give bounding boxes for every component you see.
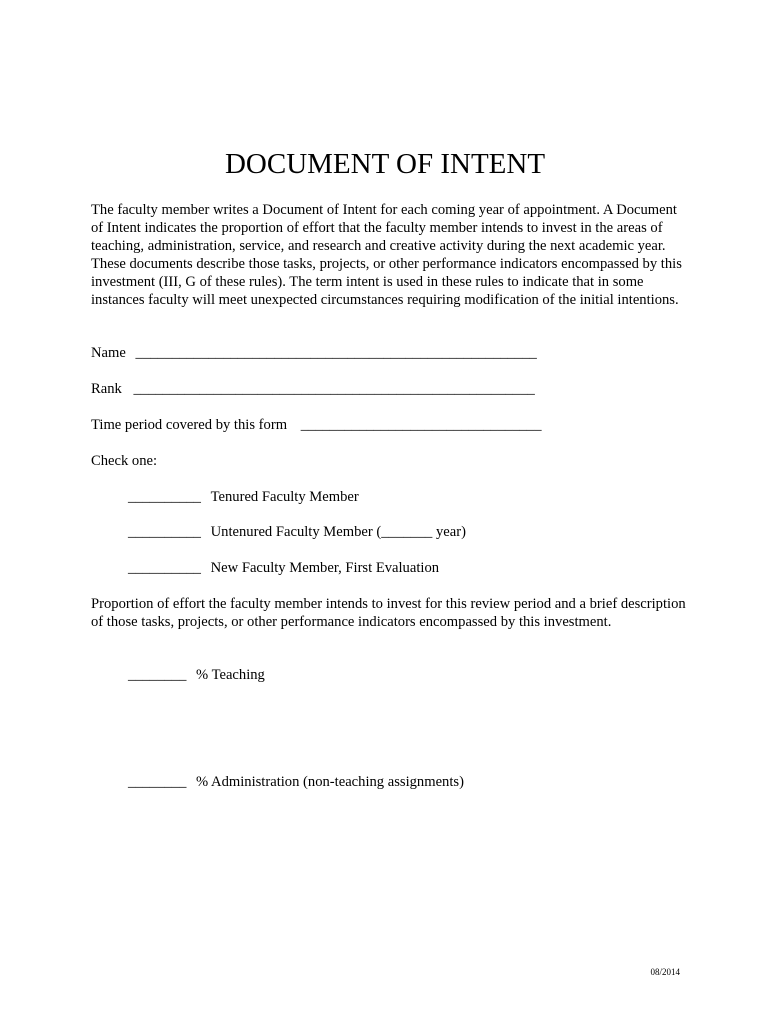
document-title: DOCUMENT OF INTENT <box>224 148 546 180</box>
option-tenured-blank[interactable]: __________ <box>128 489 201 505</box>
effort-teaching <box>128 666 265 684</box>
option-new-faculty <box>128 559 439 577</box>
option-untenured-blank[interactable]: __________ <box>128 524 201 540</box>
option-new-faculty-label: New Faculty Member, First Evaluation <box>210 560 440 576</box>
option-tenured-label: Tenured Faculty Member <box>210 489 359 505</box>
effort-teaching-label: % Teaching <box>196 667 265 683</box>
option-tenured <box>128 488 359 506</box>
name-label: Name <box>91 345 126 361</box>
effort-administration-blank[interactable]: ________ <box>128 774 187 790</box>
option-new-faculty-blank[interactable]: __________ <box>128 560 201 576</box>
time-period-blank[interactable]: _________________________________ <box>300 417 542 433</box>
rank-blank[interactable]: _______________________________________________________ <box>133 381 535 397</box>
effort-administration <box>128 773 464 791</box>
check-one-label: Check one: <box>91 453 158 469</box>
rank-field <box>91 380 535 398</box>
effort-administration-label: % Administration (non-teaching assignments) <box>196 774 464 790</box>
name-field <box>91 344 537 362</box>
footer-date: 08/2014 <box>650 967 680 977</box>
rank-label: Rank <box>91 381 122 397</box>
name-blank[interactable]: _______________________________________________________ <box>135 345 537 361</box>
time-period-label: Time period covered by this form <box>91 417 288 433</box>
option-untenured-label: Untenured Faculty Member (_______ year) <box>210 524 466 540</box>
effort-teaching-blank[interactable]: ________ <box>128 667 187 683</box>
intro-paragraph: The faculty member writes a Document of Intent for each coming year of appointment. A Document of Intent indicates the proportion of effort that the faculty member intends to invest in the areas of teaching, administration, service, and research and creative activity during the next academic year. These documents describe those tasks, projects, or other performance indicators encompassed by this investment (III, G of these rules). The term intent is used in these rules to indicate that in some instances faculty will meet unexpected circumstances requiring modification of the initial intentions. <box>91 202 682 308</box>
time-period-field <box>91 416 542 434</box>
proportion-paragraph: Proportion of effort the faculty member intends to invest for this review period and a brief description of those tasks, projects, or other performance indicators encompassed by this investment. <box>91 596 686 630</box>
option-untenured <box>128 523 466 541</box>
